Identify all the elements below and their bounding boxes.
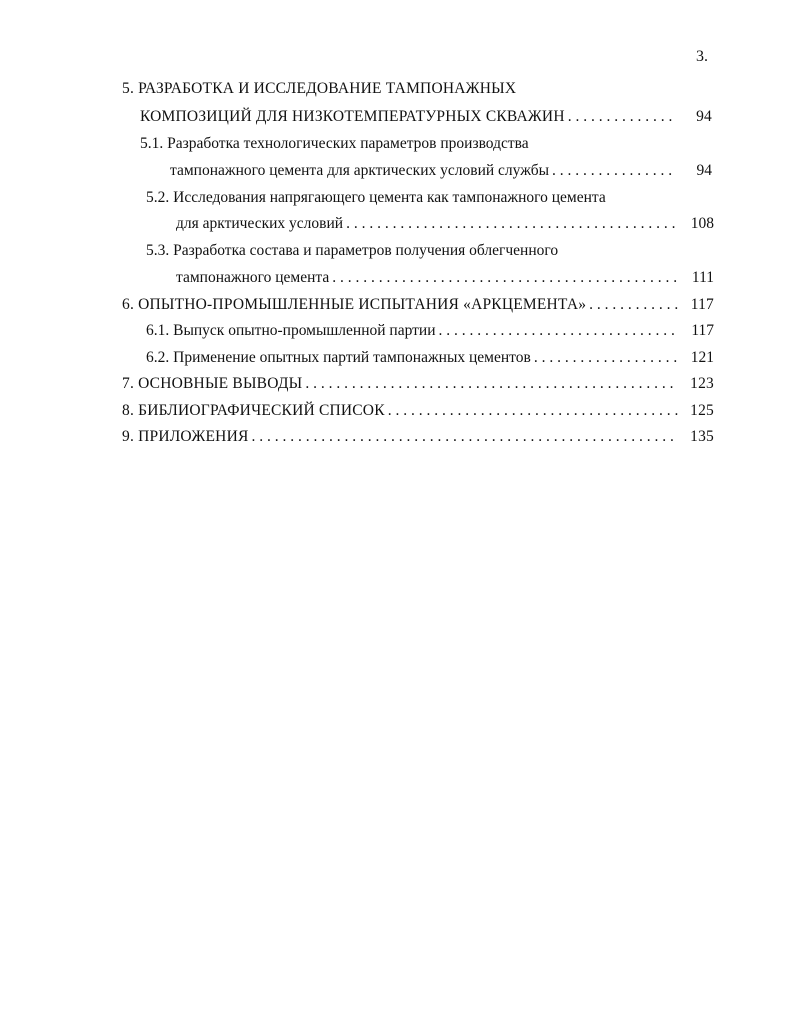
toc-page-number: 121 (690, 349, 714, 366)
toc-entry-7 (122, 373, 714, 395)
toc-entry-text: 5.3. Разработка состава и параметров получения облегченного (146, 242, 559, 259)
dot-leader (552, 160, 676, 182)
toc-entry-5-1-line1 (140, 133, 529, 155)
toc-entry-text: КОМПОЗИЦИЙ ДЛЯ НИЗКОТЕМПЕРАТУРНЫХ СКВАЖИН (140, 108, 565, 125)
toc-entry-5-3-line2 (176, 267, 714, 289)
toc-entry-text: 6. ОПЫТНО-ПРОМЫШЛЕННЫЕ ИСПЫТАНИЯ «АРКЦЕМЕНТА» (122, 296, 587, 313)
toc-entry-5-line1 (122, 78, 516, 100)
toc-entry-8 (122, 400, 714, 422)
page-number: 3. (696, 48, 708, 65)
toc-page-number: 111 (691, 269, 714, 286)
toc-entry-text: тампонажного цемента для арктических условий службы (170, 162, 550, 179)
toc-entry-text: 5.2. Исследования напрягающего цемента как тампонажного цемента (146, 189, 606, 206)
toc-entry-5-line2 (140, 106, 712, 128)
toc-entry-5-3-line1 (146, 240, 558, 262)
toc-entry-5-2-line1 (146, 187, 606, 209)
toc-page-number: 117 (691, 322, 714, 339)
toc-entry-text: 7. ОСНОВНЫЕ ВЫВОДЫ (122, 375, 303, 392)
toc-entry-9 (122, 426, 714, 448)
toc-page-number: 117 (690, 296, 714, 313)
dot-leader (439, 320, 678, 342)
toc-page-number: 94 (696, 108, 712, 125)
toc-entry-5-2-line2 (176, 213, 714, 235)
dot-leader (346, 213, 678, 235)
toc-entry-text: 6.2. Применение опытных партий тампонажных цементов (146, 349, 531, 366)
toc-page-number: 108 (690, 215, 714, 232)
toc-entry-text: тампонажного цемента (176, 269, 330, 286)
dot-leader (388, 400, 678, 422)
toc-entry-5-1-line2 (170, 160, 712, 182)
toc-entry-text: 8. БИБЛИОГРАФИЧЕСКИЙ СПИСОК (122, 402, 385, 419)
dot-leader (534, 347, 678, 369)
dot-leader (589, 294, 678, 316)
toc-entry-text: 6.1. Выпуск опытно-промышленной партии (146, 322, 436, 339)
toc-entry-text: 5.1. Разработка технологических параметров производства (140, 135, 529, 152)
toc-page-number: 135 (690, 428, 714, 445)
toc-page-number: 123 (690, 375, 714, 392)
toc-page-number: 125 (690, 402, 714, 419)
toc-entry-6-1 (146, 320, 714, 342)
toc-entry-text: для арктических условий (176, 215, 344, 232)
toc-entry-text: 9. ПРИЛОЖЕНИЯ (122, 428, 249, 445)
dot-leader (305, 373, 678, 395)
dot-leader (332, 267, 678, 289)
toc-entry-6-2 (146, 347, 714, 369)
dot-leader (252, 426, 678, 448)
toc-entry-6 (122, 294, 714, 316)
toc-entry-text: 5. РАЗРАБОТКА И ИССЛЕДОВАНИЕ ТАМПОНАЖНЫХ (122, 80, 517, 97)
dot-leader (568, 106, 676, 128)
toc-page-number: 94 (696, 162, 712, 179)
